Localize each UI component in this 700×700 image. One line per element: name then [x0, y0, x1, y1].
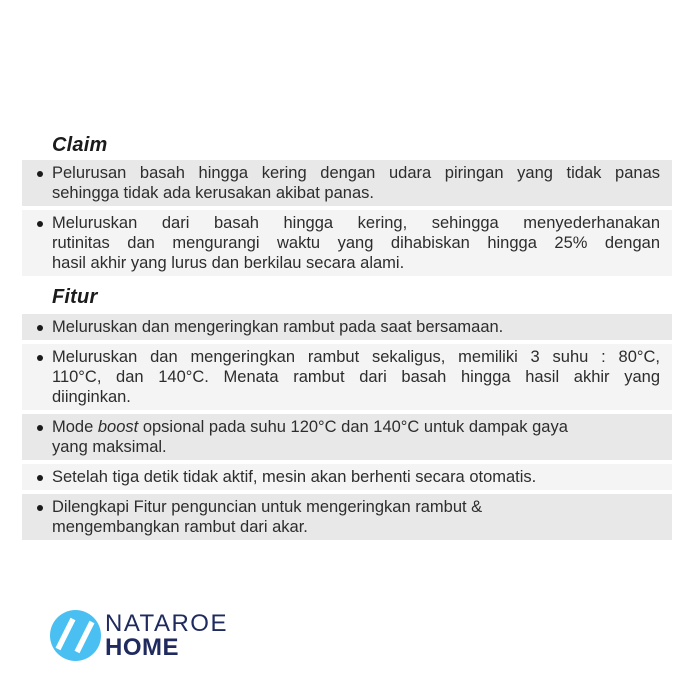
bullet-row — [22, 344, 672, 410]
bullet-dot-icon — [37, 221, 43, 227]
bullet-text: Setelah tiga detik tidak aktif, mesin akan berhenti secara otomatis. — [52, 468, 537, 486]
bullet-row — [22, 160, 672, 206]
bullet-dot-icon — [37, 425, 43, 431]
bullet-dot-icon — [37, 325, 43, 331]
bullet-text: Meluruskan dari basah hingga kering, sehingga menyederhanakan rutinitas dan mengurangi waktu yang dihabiskan hingga 25% dengan hasil akhir yang lurus dan berkilau secara alami. — [52, 214, 660, 272]
brand-logo — [50, 610, 228, 661]
bullet-text: Mode boost opsional pada suhu 120°C dan 140°C untuk dampak gaya yang maksimal. — [52, 418, 568, 456]
bullet-dot-icon — [37, 475, 43, 481]
bullet-dot-icon — [37, 505, 43, 511]
product-description — [22, 134, 672, 544]
brand-sub: HOME — [105, 634, 179, 661]
claim-section — [22, 134, 672, 276]
brand-name: NATAROE — [105, 610, 228, 637]
bullet-row — [22, 464, 672, 490]
bullet-dot-icon — [37, 171, 43, 177]
fitur-rows — [22, 314, 672, 540]
bullet-row — [22, 414, 672, 460]
claim-rows — [22, 160, 672, 276]
bullet-row — [22, 210, 672, 276]
bullet-text: Dilengkapi Fitur penguncian untuk mengeringkan rambut & mengembangkan rambut dari akar. — [52, 498, 483, 536]
bullet-text: Pelurusan basah hingga kering dengan udara piringan yang tidak panas sehingga tidak ada kerusakan akibat panas. — [52, 164, 660, 202]
fitur-section — [22, 286, 672, 540]
bullet-row — [22, 314, 672, 340]
fitur-heading: Fitur — [52, 286, 98, 308]
bullet-text: Meluruskan dan mengeringkan rambut sekaligus, memiliki 3 suhu : 80°C, 110°C, dan 140°C. Menata rambut dari basah hingga hasil akhir yang diinginkan. — [52, 348, 660, 406]
claim-heading: Claim — [52, 134, 108, 156]
bullet-dot-icon — [37, 355, 43, 361]
bullet-row — [22, 494, 672, 540]
bullet-text: Meluruskan dan mengeringkan rambut pada saat bersamaan. — [52, 318, 504, 336]
nataroe-n-circle-icon — [50, 610, 101, 661]
brand-text — [105, 611, 228, 660]
